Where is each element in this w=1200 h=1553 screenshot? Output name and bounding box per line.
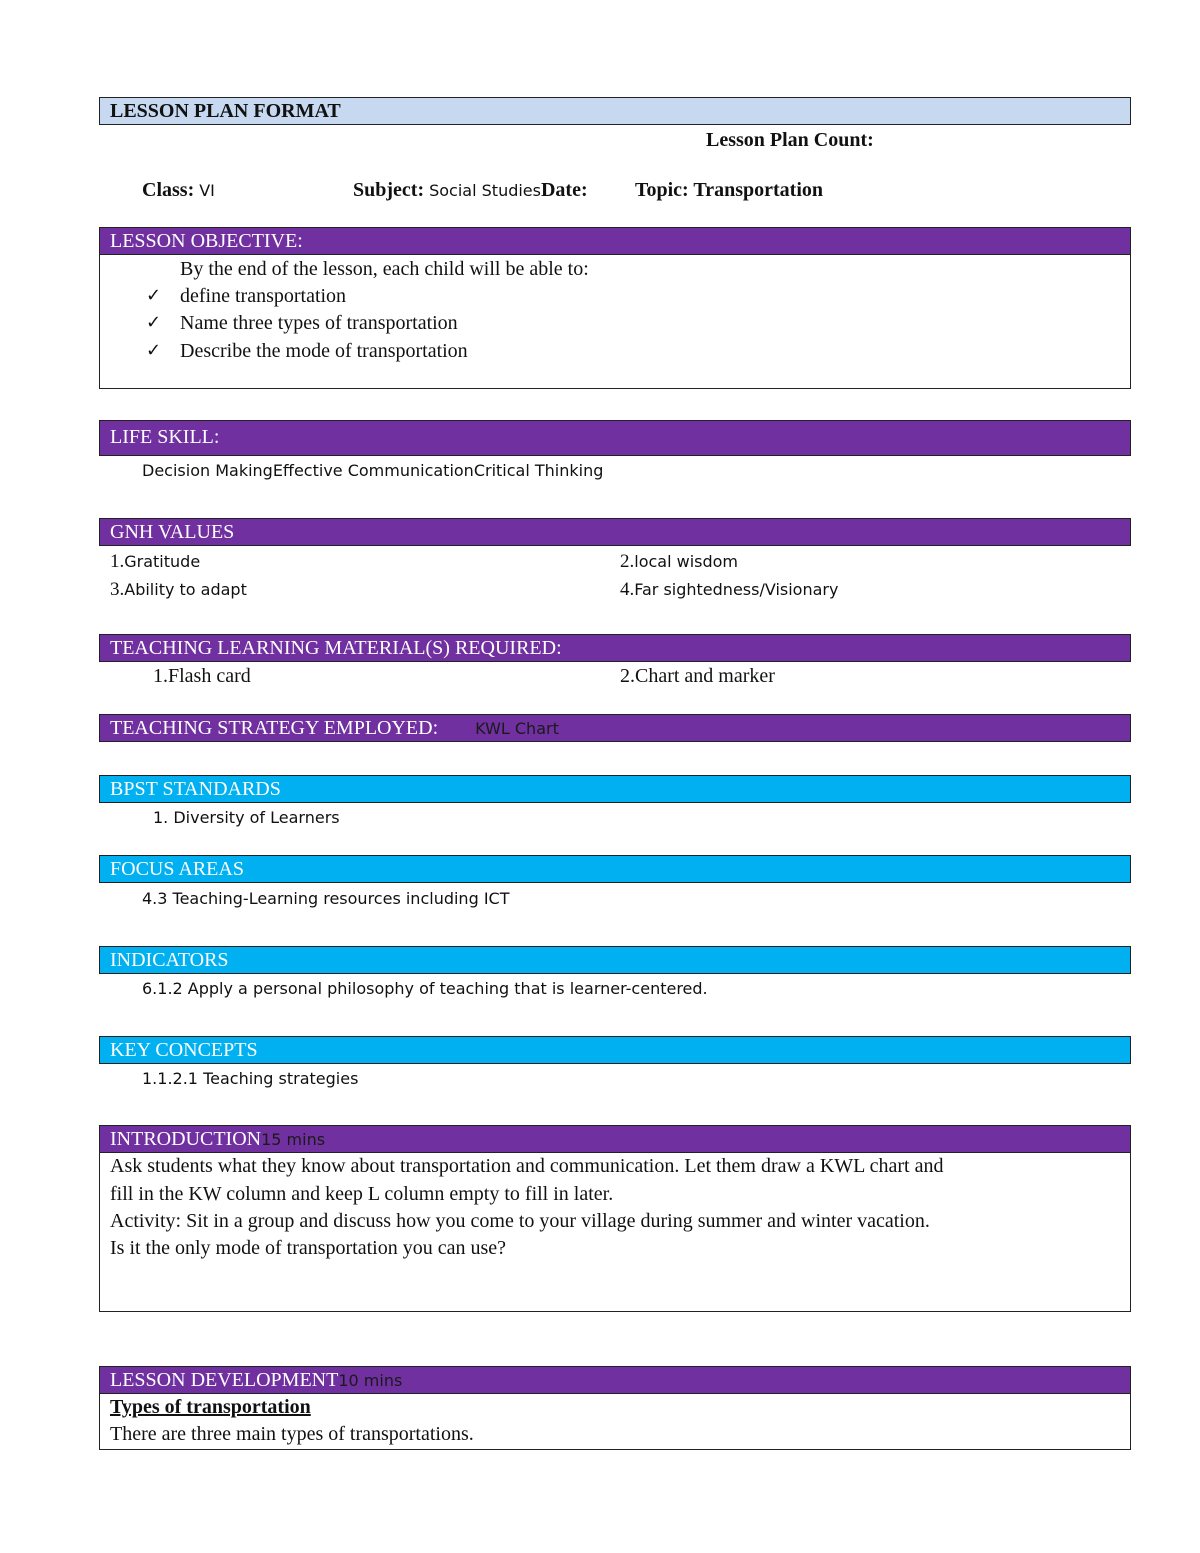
objective-item: define transportation <box>180 285 347 307</box>
objective-item: Describe the mode of transportation <box>180 340 468 362</box>
indicators-title: INDICATORS <box>110 949 229 971</box>
strategy-value: KWL Chart <box>475 719 559 738</box>
lesson-plan-count-label: Lesson Plan Count: <box>706 129 874 151</box>
focus-areas-title: FOCUS AREAS <box>110 858 244 880</box>
key-concepts-title: KEY CONCEPTS <box>110 1039 258 1061</box>
introduction-time: 15 mins <box>261 1130 326 1149</box>
check-icon: ✓ <box>146 312 162 333</box>
material-item: 2.Chart and marker <box>620 665 775 687</box>
materials-header <box>99 634 1131 662</box>
development-text: There are three main types of transportations. <box>110 1423 474 1445</box>
bpst-text: 1. Diversity of Learners <box>153 808 340 827</box>
check-icon: ✓ <box>146 340 162 361</box>
materials-title: TEACHING LEARNING MATERIAL(S) REQUIRED: <box>110 637 562 659</box>
subject-value: Social Studies <box>429 181 541 200</box>
lesson-objective-title: LESSON OBJECTIVE: <box>110 230 303 252</box>
meta-row <box>142 179 215 202</box>
check-icon: ✓ <box>146 285 162 306</box>
subject-row <box>353 179 588 202</box>
focus-areas-header <box>99 855 1131 883</box>
lesson-plan-format-title: LESSON PLAN FORMAT <box>110 100 341 122</box>
key-concepts-text: 1.1.2.1 Teaching strategies <box>142 1069 359 1088</box>
focus-areas-text: 4.3 Teaching-Learning resources including ICT <box>142 889 510 908</box>
objective-intro: By the end of the lesson, each child will be able to: <box>180 258 589 280</box>
bpst-title: BPST STANDARDS <box>110 778 281 800</box>
indicators-header <box>99 946 1131 974</box>
introduction-line: Activity: Sit in a group and discuss how you come to your village during summer and winter vacation. <box>110 1210 930 1232</box>
material-item: 1.Flash card <box>153 665 251 687</box>
indicators-text: 6.1.2 Apply a personal philosophy of teaching that is learner-centered. <box>142 979 708 998</box>
life-skill-title: LIFE SKILL: <box>110 426 220 448</box>
key-concepts-header <box>99 1036 1131 1064</box>
topic-value: Transportation <box>693 179 824 201</box>
development-subheading: Types of transportation <box>110 1396 311 1418</box>
gnh-item: 2.local wisdom <box>620 551 739 572</box>
strategy-title: TEACHING STRATEGY EMPLOYED: <box>110 717 439 739</box>
lesson-plan-format-header <box>99 97 1131 125</box>
topic-label: Topic: <box>635 179 689 201</box>
introduction-line: fill in the KW column and keep L column empty to fill in later. <box>110 1183 614 1205</box>
introduction-title: INTRODUCTION <box>110 1128 262 1150</box>
class-label: Class: <box>142 179 195 201</box>
gnh-values-title: GNH VALUES <box>110 521 235 543</box>
life-skill-header <box>99 420 1131 456</box>
date-label: Date: <box>540 179 588 201</box>
gnh-values-header <box>99 518 1131 546</box>
introduction-line: Ask students what they know about transportation and communication. Let them draw a KWL chart and <box>110 1155 944 1177</box>
gnh-item: 3.Ability to adapt <box>110 579 247 600</box>
bpst-header <box>99 775 1131 803</box>
gnh-item: 1.Gratitude <box>110 551 201 572</box>
class-value: VI <box>199 181 215 200</box>
life-skill-text: Decision MakingEffective CommunicationCritical Thinking <box>142 461 604 480</box>
introduction-header <box>99 1125 1131 1153</box>
subject-label: Subject: <box>353 179 425 201</box>
topic-row <box>635 179 823 202</box>
introduction-line: Is it the only mode of transportation you can use? <box>110 1237 507 1259</box>
lesson-development-time: 10 mins <box>338 1371 403 1390</box>
strategy-header <box>99 714 1131 742</box>
gnh-item: 4.Far sightedness/Visionary <box>620 579 839 600</box>
lesson-development-header <box>99 1366 1131 1394</box>
lesson-objective-header <box>99 227 1131 255</box>
objective-item: Name three types of transportation <box>180 312 458 334</box>
lesson-development-title: LESSON DEVELOPMENT <box>110 1369 339 1391</box>
